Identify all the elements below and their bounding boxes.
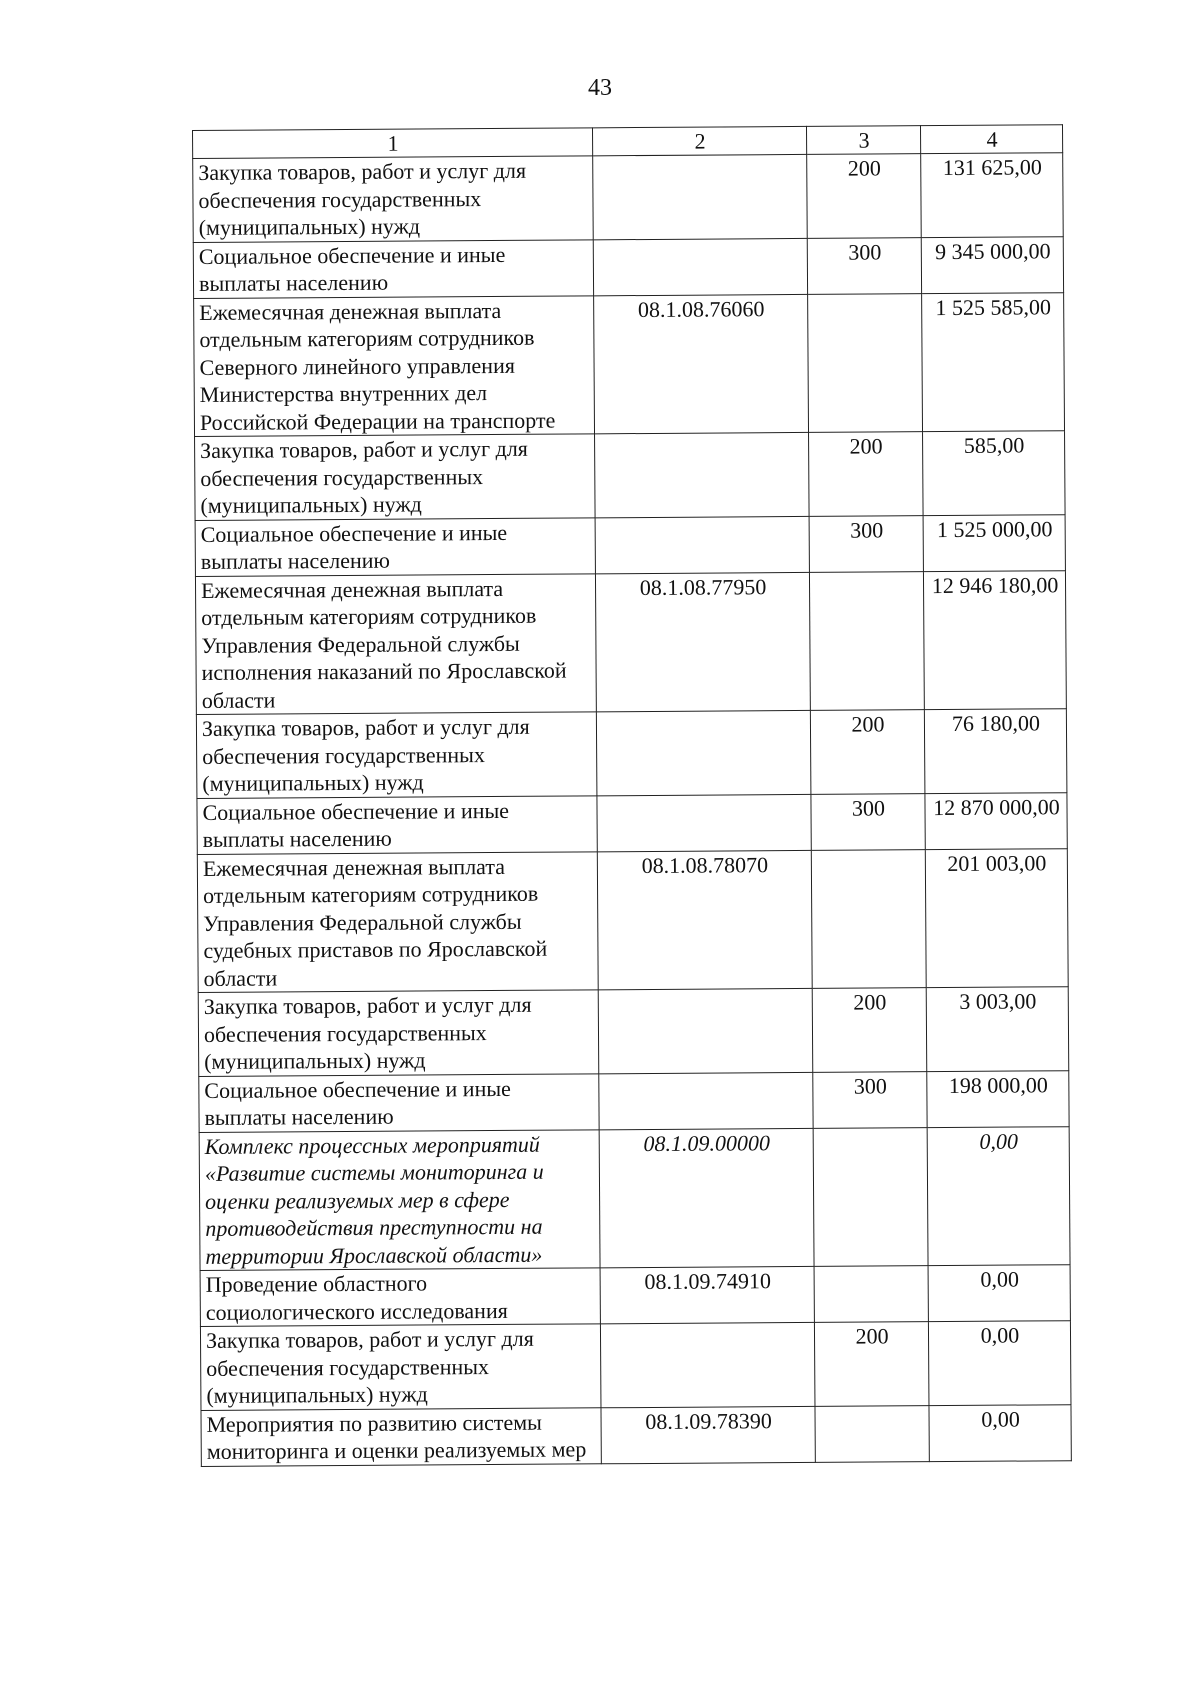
row-amount-cell: 585,00 xyxy=(923,431,1066,515)
row-expense-type-cell: 200 xyxy=(810,710,925,794)
table-row xyxy=(200,1321,1071,1410)
row-name-cell: Ежемесячная денежная выплата отдельным категориям сотрудников Управления Федеральной службы судебных приставов по Ярославской области xyxy=(197,851,598,992)
row-name-cell: Закупка товаров, работ и услуг для обеспечения государственных (муниципальных) нужд xyxy=(198,990,599,1076)
row-code-cell xyxy=(593,154,808,239)
table-row xyxy=(201,1404,1071,1466)
row-name-cell: Социальное обеспечение и иные выплаты населению xyxy=(195,517,595,576)
row-expense-type-cell xyxy=(815,1405,929,1462)
table-row xyxy=(197,848,1068,992)
row-name-cell: Закупка товаров, работ и услуг для обеспечения государственных (муниципальных) нужд xyxy=(193,156,594,242)
row-amount-cell: 0,00 xyxy=(928,1265,1070,1322)
row-code-cell xyxy=(593,238,807,295)
row-code-cell xyxy=(596,710,811,795)
row-code-cell xyxy=(598,988,813,1073)
row-code-cell: 08.1.08.78070 xyxy=(597,850,812,990)
column-header-4: 4 xyxy=(920,125,1062,154)
row-expense-type-cell: 300 xyxy=(811,793,925,850)
row-amount-cell: 3 003,00 xyxy=(926,987,1069,1071)
row-name-cell: Социальное обеспечение и иные выплаты населению xyxy=(197,795,597,854)
row-code-cell xyxy=(599,1072,813,1129)
row-code-cell: 08.1.09.74910 xyxy=(600,1266,814,1323)
row-amount-cell: 12 946 180,00 xyxy=(923,570,1066,709)
row-code-cell xyxy=(595,516,809,573)
row-code-cell xyxy=(600,1322,815,1407)
table-row xyxy=(196,709,1067,798)
row-name-cell: Закупка товаров, работ и услуг для обеспечения государственных (муниципальных) нужд xyxy=(195,434,596,520)
row-name-cell: Социальное обеспечение и иные выплаты населению xyxy=(193,239,593,298)
budget-table xyxy=(192,124,1072,1466)
row-expense-type-cell: 300 xyxy=(809,515,923,572)
row-code-cell xyxy=(595,432,810,517)
row-amount-cell: 1 525 000,00 xyxy=(923,514,1065,571)
row-amount-cell: 0,00 xyxy=(927,1126,1070,1265)
table-row xyxy=(198,987,1069,1076)
row-expense-type-cell xyxy=(814,1266,928,1323)
table-row xyxy=(195,570,1066,714)
row-name-cell: Социальное обеспечение и иные выплаты населению xyxy=(199,1073,599,1132)
row-expense-type-cell xyxy=(808,293,923,432)
row-name-cell: Закупка товаров, работ и услуг для обеспечения государственных (муниципальных) нужд xyxy=(200,1324,601,1410)
row-name-cell: Закупка товаров, работ и услуг для обеспечения государственных (муниципальных) нужд xyxy=(196,712,597,798)
row-expense-type-cell xyxy=(811,849,926,988)
row-expense-type-cell: 300 xyxy=(813,1071,927,1128)
row-expense-type-cell xyxy=(813,1127,928,1266)
row-amount-cell: 198 000,00 xyxy=(927,1070,1069,1127)
table-row xyxy=(197,792,1067,854)
row-code-cell xyxy=(597,794,811,851)
row-amount-cell: 9 345 000,00 xyxy=(921,236,1063,293)
row-amount-cell: 76 180,00 xyxy=(924,709,1067,793)
column-header-2: 2 xyxy=(592,126,806,155)
column-header-3: 3 xyxy=(806,126,920,155)
row-name-cell: Ежемесячная денежная выплата отдельным категориям сотрудников Северного линейного управления Министерства внутренних дел Российской Федерации на транспорте xyxy=(194,295,595,436)
table-row xyxy=(195,514,1065,576)
table-row xyxy=(199,1070,1069,1132)
table-row xyxy=(199,1126,1070,1270)
row-amount-cell: 0,00 xyxy=(929,1404,1071,1461)
page-number: 43 xyxy=(588,75,612,101)
table-row xyxy=(193,236,1063,298)
row-code-cell: 08.1.08.76060 xyxy=(594,294,809,434)
table-row xyxy=(193,153,1064,242)
row-code-cell: 08.1.09.00000 xyxy=(599,1128,814,1268)
row-name-cell: Мероприятия по развитию системы мониторинга и оценки реализуемых мер xyxy=(201,1407,601,1466)
row-amount-cell: 12 870 000,00 xyxy=(925,792,1067,849)
row-amount-cell: 131 625,00 xyxy=(921,153,1064,237)
column-header-1: 1 xyxy=(193,128,593,159)
row-expense-type-cell: 200 xyxy=(807,154,922,238)
table-row xyxy=(194,292,1065,436)
table-row xyxy=(195,431,1066,520)
row-name-cell: Ежемесячная денежная выплата отдельным категориям сотрудников Управления Федеральной службы исполнения наказаний по Ярославской области xyxy=(195,573,596,714)
row-expense-type-cell xyxy=(809,571,924,710)
row-expense-type-cell: 200 xyxy=(814,1322,929,1406)
row-name-cell: Проведение областного социологического исследования xyxy=(200,1268,600,1327)
row-expense-type-cell: 200 xyxy=(812,988,927,1072)
row-code-cell: 08.1.09.78390 xyxy=(601,1406,815,1463)
row-expense-type-cell: 300 xyxy=(807,237,921,294)
row-code-cell: 08.1.08.77950 xyxy=(595,572,810,712)
row-name-cell: Комплекс процессных мероприятий «Развитие системы мониторинга и оценки реализуемых мер в сфере противодействия преступности на территории Ярославской области» xyxy=(199,1129,600,1270)
row-amount-cell: 0,00 xyxy=(928,1321,1071,1405)
row-amount-cell: 1 525 585,00 xyxy=(922,292,1065,431)
row-expense-type-cell: 200 xyxy=(809,432,924,516)
table-row xyxy=(200,1265,1070,1327)
row-amount-cell: 201 003,00 xyxy=(925,848,1068,987)
